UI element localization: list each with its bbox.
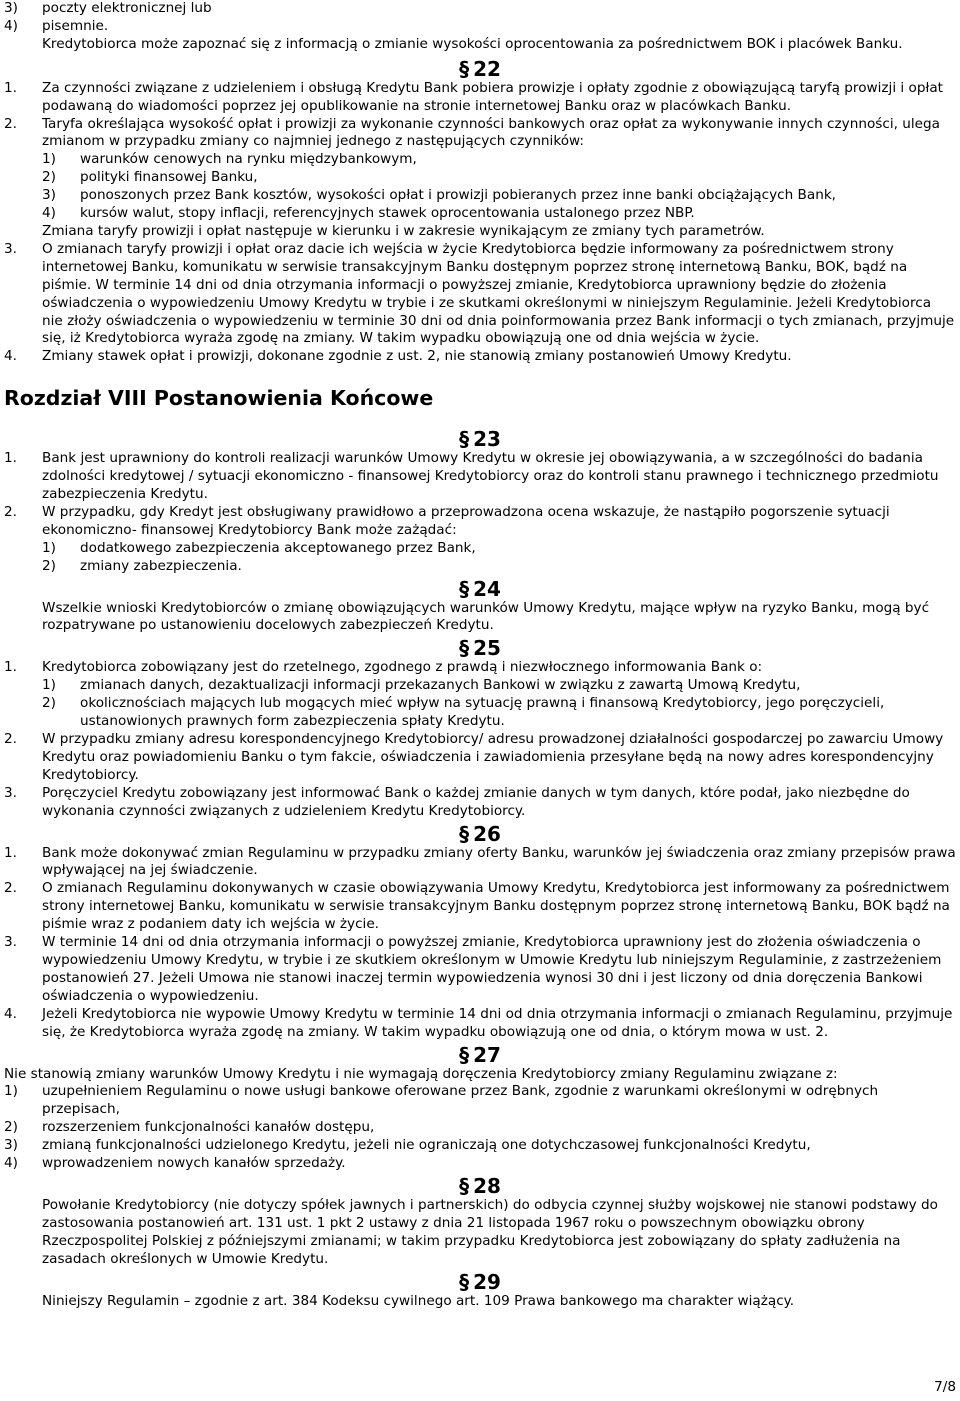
list-item [4, 504, 956, 540]
section-number: 29 [473, 1269, 501, 1294]
item-text: zmianach danych, dezaktualizacji informacji przekazanych Bankowi w związku z zawartą Umową Kredytu, [80, 677, 801, 694]
item-number: 1. [4, 450, 17, 467]
paragraph: Niniejszy Regulamin – zgodnie z art. 384 Kodeksu cywilnego art. 109 Prawa bankowego ma charakter wiążący. [42, 1292, 795, 1309]
paragraph: Kredytobiorca może zapoznać się z informacją o zmianie wysokości oprocentowania za pośrednictwem BOK i placówek Banku. [42, 35, 903, 52]
item-number: 1) [42, 539, 56, 556]
item-number: 1) [4, 1083, 18, 1100]
section-heading [4, 1271, 956, 1293]
list-item [4, 1119, 956, 1137]
section-sign-icon: § [459, 576, 470, 601]
item-text: Bank może dokonywać zmian Regulaminu w przypadku zmiany oferty Banku, warunków jej świadczenia oraz zmiany przepisów prawa wpływającej na jej świadczenie. [42, 844, 956, 879]
item-number: 2. [4, 503, 17, 520]
list-item [4, 934, 956, 1006]
document-page [4, 0, 956, 1310]
section-sign-icon: § [459, 1269, 470, 1294]
list-item [4, 205, 956, 223]
item-text: Zmiany stawek opłat i prowizji, dokonane zgodnie z ust. 2, nie stanowią zmiany postanowień Umowy Kredytu. [42, 348, 792, 365]
item-text: polityki finansowej Banku, [80, 169, 258, 186]
item-number: 1. [4, 844, 17, 861]
item-text: rozszerzeniem funkcjonalności kanałów dostępu, [42, 1119, 375, 1136]
list-item [4, 731, 956, 785]
section-number: 23 [473, 427, 501, 452]
item-text: zmiany zabezpieczenia. [80, 557, 242, 574]
section-heading [4, 823, 956, 845]
item-text: dodatkowego zabezpieczenia akceptowanego przez Bank, [80, 539, 476, 556]
item-number: 1. [4, 79, 17, 96]
list-item [4, 1083, 956, 1119]
section-heading [4, 58, 956, 80]
list-item [4, 695, 956, 731]
item-number: 4. [4, 348, 17, 365]
list-item [4, 187, 956, 205]
item-text: W przypadku zmiany adresu korespondencyjnego Kredytobiorcy/ adresu prowadzonej działalności gospodarczej po zawarciu Umowy Kredytu oraz powiadomieniu Banku o tym fakcie, oświadczenia i zawiadomienia przesyłane będą na nowy adres korespondencyjny Kredytobiorcy. [42, 731, 944, 783]
section-heading [4, 578, 956, 600]
item-number: 3) [4, 0, 18, 16]
list-item [4, 659, 956, 677]
list-item [4, 1155, 956, 1173]
list-item [4, 116, 956, 152]
section-heading [4, 428, 956, 450]
item-text: pisemnie. [42, 17, 109, 34]
item-text: warunków cenowych na rynku międzybankowym, [80, 151, 417, 168]
list-item [4, 169, 956, 187]
item-text: O zmianach taryfy prowizji i opłat oraz dacie ich wejścia w życie Kredytobiorca będzie informowany za pośrednictwem strony internetowej Banku, komunikatu w serwisie transakcyjnym Banku dostępnym poprzez stronę internetową Banku, BOK, bądź na piśmie. W terminie 14 dni od dnia otrzymania informacji o powyższej zmianie, Kredytobiorca uprawniony będzie do złożenia oświadczenia o wypowiedzeniu Umowy Kredytu w trybie i ze skutkami określonymi w niniejszym Regulaminie. Jeżeli Kredytobiorca nie złoży oświadczenia o wypowiedzeniu w terminie 30 dni od dnia poinformowania przez Bank informacji o tych zmianach, przyjmuje się, iż Kredytobiorca wyraża zgodę na zmiany. W takim wypadku obowiązują one od dnia wejścia w życie. [42, 240, 955, 347]
item-text: W przypadku, gdy Kredyt jest obsługiwany prawidłowo a przeprowadzona ocena wskazuje, że nastąpiło pogorszenie sytuacji ekonomiczno- finansowej Kredytobiorcy Bank może zażądać: [42, 503, 890, 538]
item-number: 1) [42, 151, 56, 168]
item-number: 4) [4, 17, 18, 34]
item-text: uzupełnieniem Regulaminu o nowe usługi bankowe oferowane przez Bank, zgodnie z warunkami określonymi w odrębnych przepisach, [42, 1083, 879, 1118]
list-item [4, 151, 956, 169]
paragraph: Wszelkie wnioski Kredytobiorców o zmianę obowiązujących warunków Umowy Kredytu, mające wpływ na ryzyko Banku, mogą być rozpatrywane po ustanowieniu docelowych zabezpieczeń Kredytu. [42, 599, 930, 634]
item-text: W terminie 14 dni od dnia otrzymania informacji o powyższej zmianie, Kredytobiorca uprawniony jest do złożenia oświadczenia o wypowiedzeniu Umowy Kredytu, w trybie i ze skutkiem określonym w Umowie Kredytu lub niniejszym Regulaminie, z zastrzeżeniem postanowień 27. Jeżeli Umowa nie stanowi inaczej termin wypowiedzenia wynosi 30 dni i jest liczony od dnia doręczenia Bankowi oświadczenia o wypowiedzeniu. [42, 934, 942, 1004]
paragraph: Zmiana taryfy prowizji i opłat następuje w kierunku i w zakresie wynikającym ze zmiany tych parametrów. [42, 222, 765, 239]
section-number: 24 [473, 576, 501, 601]
item-number: 1. [4, 659, 17, 676]
section-sign-icon: § [459, 636, 470, 661]
item-text: Taryfa określająca wysokość opłat i prowizji za wykonanie czynności bankowych oraz opłat za wykonywanie innych czynności, ulega zmianom w przypadku zmiany co najmniej jednego z następujących czynników: [42, 115, 940, 150]
item-text: O zmianach Regulaminu dokonywanych w czasie obowiązywania Umowy Kredytu, Kredytobiorca jest informowany za pośrednictwem strony internetowej Banku, komunikatu w serwisie transakcyjnym Banku dostępnym poprzez stronę internetową Banku, BOK bądź na piśmie wraz z podaniem daty ich wejścia w życie. [42, 880, 950, 933]
paragraph: Nie stanowią zmiany warunków Umowy Kredytu i nie wymagają doręczenia Kredytobiorcy zmiany Regulaminu związane z: [4, 1065, 838, 1082]
section-sign-icon: § [459, 56, 470, 81]
list-item [4, 241, 956, 348]
section-heading [4, 637, 956, 659]
list-item [4, 348, 956, 366]
item-text: Bank jest uprawniony do kontroli realizacji warunków Umowy Kredytu w okresie jej obowiązywania, a w szczególności do badania zdolności kredytowej / sytuacji ekonomiczno - finansowej Kredytobiorcy oraz do kontroli stanu prawnego i technicznego przedmiotu zabezpieczenia Kredytu. [42, 450, 939, 503]
item-number: 4) [42, 205, 56, 222]
section-sign-icon: § [459, 1173, 470, 1198]
item-number: 3) [4, 1137, 18, 1154]
list-item [4, 80, 956, 116]
item-number: 3. [4, 784, 17, 801]
item-number: 2. [4, 115, 17, 132]
list-item [4, 880, 956, 934]
list-item [4, 450, 956, 504]
item-number: 3. [4, 934, 17, 951]
list-item [4, 558, 956, 576]
section-sign-icon: § [459, 1042, 470, 1067]
list-item [4, 677, 956, 695]
list-item [4, 540, 956, 558]
item-number: 2. [4, 731, 17, 747]
item-text: wprowadzeniem nowych kanałów sprzedaży. [42, 1155, 346, 1172]
item-text: zmianą funkcjonalności udzielonego Kredytu, jeżeli nie ograniczają one dotychczasowej funkcjonalności Kredytu, [42, 1137, 811, 1154]
section-number: 22 [473, 56, 501, 81]
item-number: 3) [42, 187, 56, 204]
list-item [4, 845, 956, 881]
item-number: 1) [42, 677, 56, 694]
item-number: 4) [4, 1155, 18, 1172]
item-text: Jeżeli Kredytobiorca nie wypowie Umowy Kredytu w terminie 14 dni od dnia otrzymania informacji o zmianach Regulaminu, przyjmuje się, że Kredytobiorca wyraża zgodę na zmiany. W takim wypadku obowiązują one od dnia, o którym mowa w ust. 2. [42, 1005, 953, 1040]
item-text: Za czynności związane z udzieleniem i obsługą Kredytu Bank pobiera prowizje i opłaty zgodnie z obowiązującą taryfą prowizji i opłat podawaną do wiadomości poprzez jej opublikowanie na stronie internetowej Banku oraz w placówkach Banku. [42, 79, 944, 114]
item-number: 3. [4, 240, 17, 257]
item-number: 4. [4, 1005, 17, 1022]
item-text: poczty elektronicznej lub [42, 0, 212, 16]
chapter-heading: Rozdział VIII Postanowienia Końcowe [4, 386, 434, 411]
item-number: 2. [4, 880, 17, 897]
item-number: 2) [42, 557, 56, 574]
item-number: 2) [42, 169, 56, 186]
item-text: kursów walut, stopy inflacji, referencyjnych stawek oprocentowania ustalonego przez NBP. [80, 205, 695, 222]
item-text: okolicznościach mających lub mogących mieć wpływ na sytuację prawną i finansową Kredytobiorcy, jego poręczycieli, ustanowionych prawnych form zabezpieczenia spłaty Kredytu. [80, 695, 885, 730]
page-number: 7/8 [934, 1379, 956, 1396]
section-heading [4, 1044, 956, 1066]
section-number: 28 [473, 1173, 501, 1198]
list-item [4, 18, 956, 36]
section-number: 26 [473, 821, 501, 846]
paragraph: Powołanie Kredytobiorcy (nie dotyczy spółek jawnych i partnerskich) do odbycia czynnej służby wojskowej nie stanowi podstawy do zastosowania postanowień art. 131 ust. 1 pkt 2 ustawy z dnia 21 listopada 1967 roku o powszechnym obowiązku obrony Rzeczpospolitej Polskiej z późniejszymi zmianami; w takim przypadku Kredytobiorca jest zobowiązany do spłaty zadłużenia na zasadach określonych w Umowie Kredytu. [42, 1196, 938, 1267]
list-item [4, 0, 956, 18]
section-number: 25 [473, 636, 501, 661]
item-text: Kredytobiorca zobowiązany jest do rzetelnego, zgodnego z prawdą i niezwłocznego informowania Bank o: [42, 659, 763, 676]
section-sign-icon: § [459, 427, 470, 452]
item-text: Poręczyciel Kredytu zobowiązany jest informować Bank o każdej zmianie danych w tym danych, które podał, jako niezbędne do wykonania czynności związanych z udzieleniem Kredytu Kredytobiorcy. [42, 784, 910, 819]
list-item [4, 1137, 956, 1155]
list-item [4, 785, 956, 821]
section-sign-icon: § [459, 821, 470, 846]
item-number: 2) [4, 1119, 18, 1136]
section-heading [4, 1175, 956, 1197]
list-item [4, 1006, 956, 1042]
item-number: 2) [42, 695, 56, 712]
section-number: 27 [473, 1042, 501, 1067]
item-text: ponoszonych przez Bank kosztów, wysokości opłat i prowizji pobieranych przez inne banki obciążających Bank, [80, 187, 837, 204]
